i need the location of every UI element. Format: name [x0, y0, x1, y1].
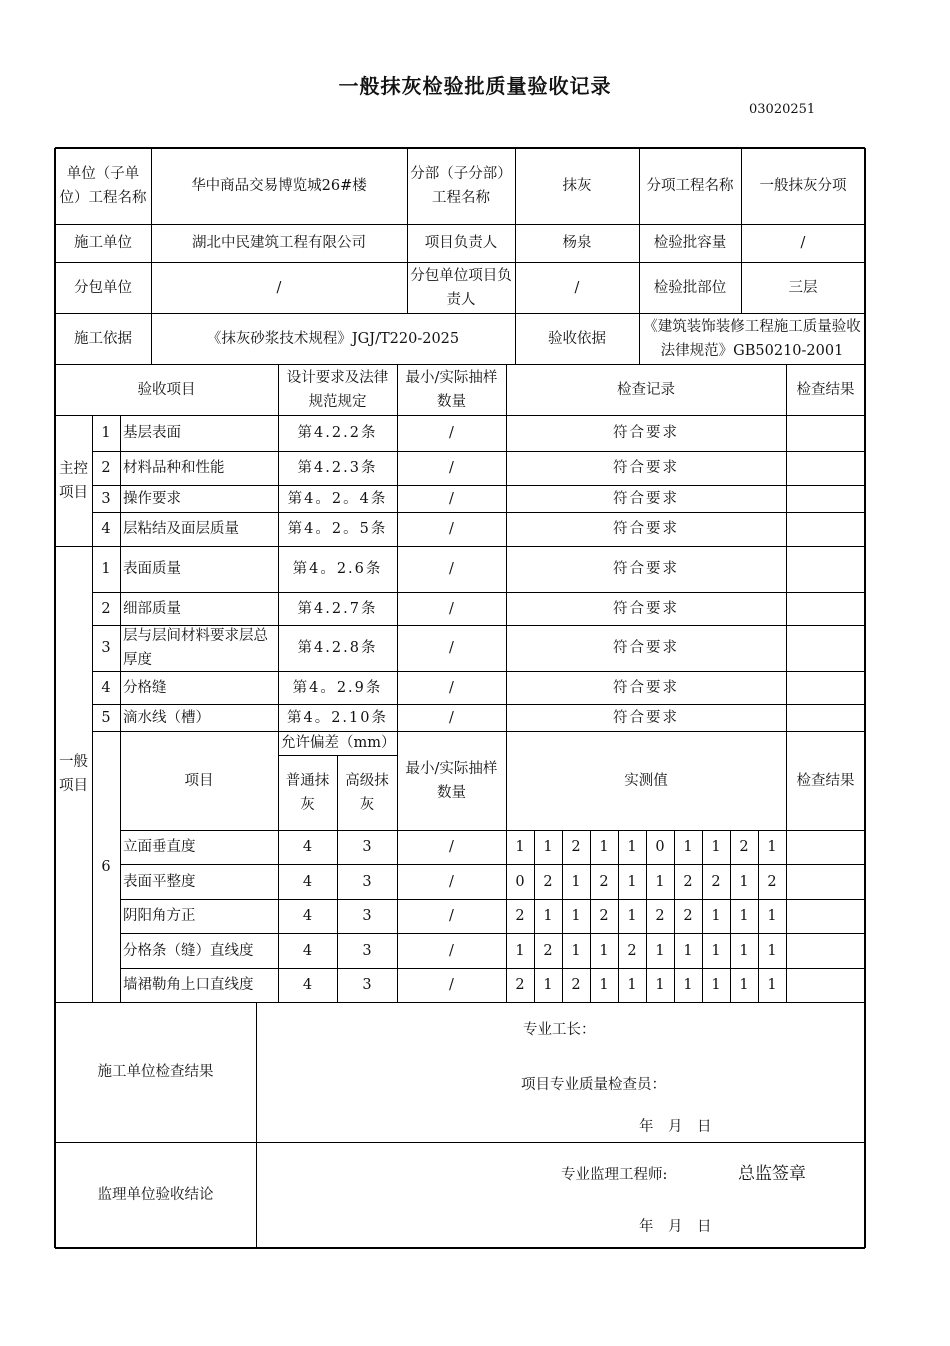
measured-label: 实测值: [624, 772, 668, 789]
construction-result-label: 施工单位检查结果: [97, 1064, 214, 1080]
unit-label: 单位（子单位）工程名称: [59, 166, 147, 206]
deviation-normal: 4: [302, 839, 313, 855]
division-value: 抹灰: [562, 178, 592, 194]
item-clause: 第4。2.6条: [292, 561, 383, 577]
deviation-normal: 4: [302, 908, 313, 924]
measured-value: 1: [767, 977, 777, 993]
pm-value: 杨泉: [562, 235, 592, 251]
deviation-item-label: 项目: [184, 772, 214, 789]
deviation-high: 3: [362, 942, 372, 959]
deviation-high: 3: [362, 839, 372, 855]
item-name: 分格缝: [123, 679, 167, 696]
measured-value: 2: [683, 908, 693, 924]
row-number: 3: [101, 490, 111, 507]
supervision-label: 监理单位验收结论: [97, 1187, 214, 1203]
measured-value: 1: [599, 942, 609, 959]
item-sample: /: [449, 679, 454, 696]
measured-value: 1: [655, 942, 665, 959]
contractor-value: 湖北中民建筑工程有限公司: [192, 235, 366, 251]
col-sample: 最小/实际抽样数量: [405, 369, 498, 410]
row-number: 4: [101, 679, 111, 696]
item-clause: 第4。2.9条: [292, 679, 383, 696]
measured-value: 2: [571, 839, 581, 855]
measured-value: 2: [767, 873, 777, 890]
measured-value: 1: [627, 908, 637, 924]
position-label: 检验批部位: [653, 279, 727, 296]
measured-value: 1: [515, 942, 525, 959]
row-number: 3: [101, 640, 111, 656]
measured-value: 2: [543, 942, 553, 959]
deviation-name: 分格条（缝）直线度: [123, 942, 254, 959]
measured-value: 2: [543, 873, 553, 890]
deviation-sample: /: [449, 942, 454, 959]
item-name: 基层表面: [123, 425, 181, 441]
item-clause: 第4。2。5条: [287, 521, 388, 537]
measured-value: 1: [571, 908, 581, 924]
deviation-high: 3: [362, 977, 372, 993]
item-name: 层粘结及面层质量: [123, 521, 239, 537]
capacity-value: /: [800, 235, 806, 251]
basis-value: 《抹灰砂浆技术规程》JGJ/T220-2025: [206, 330, 460, 347]
item-clause: 第4.2.2条: [297, 425, 378, 441]
main-group-label: 主控项目: [59, 460, 88, 501]
measured-value: 1: [571, 873, 581, 890]
chief-stamp: 总监签章: [738, 1164, 806, 1184]
date-1: 年 月 日: [639, 1119, 712, 1135]
measured-value: 1: [655, 977, 665, 993]
deviation-name: 立面垂直度: [123, 839, 196, 855]
item-clause: 第4.2.8条: [297, 640, 378, 656]
deviation-sample: /: [449, 839, 454, 855]
row-number: 6: [101, 858, 111, 875]
position-value: 三层: [788, 279, 818, 296]
measured-value: 1: [767, 942, 777, 959]
basis-label: 施工依据: [74, 330, 132, 347]
row-number: 1: [101, 561, 111, 577]
pm-label: 项目负责人: [424, 235, 498, 251]
subitem-label: 分项工程名称: [646, 178, 734, 194]
item-name: 细部质量: [123, 600, 181, 617]
acceptance-label: 验收依据: [548, 330, 606, 347]
item-name: 层与层间材料要求层总厚度: [123, 628, 268, 668]
contractor-label: 施工单位: [74, 235, 132, 251]
measured-value: 2: [711, 873, 721, 890]
col-record: 检查记录: [617, 381, 675, 398]
row-number: 5: [101, 709, 111, 726]
item-record: 符合要求: [613, 679, 679, 696]
measured-value: 2: [599, 908, 609, 924]
item-record: 符合要求: [613, 709, 679, 726]
subcontractor-label: 分包单位: [74, 279, 132, 296]
col-result: 检查结果: [796, 381, 855, 398]
measured-value: 1: [739, 873, 749, 890]
item-sample: /: [449, 709, 454, 726]
deviation-high: 3: [362, 908, 372, 924]
page-title: 一般抹灰检验批质量验收记录: [338, 74, 612, 98]
general-group-label: 一般项目: [59, 754, 88, 794]
item-sample: /: [449, 640, 454, 656]
inspector-label: 项目专业质量检查员：: [521, 1077, 666, 1093]
division-label: 分部（子分部）工程名称: [410, 166, 512, 206]
item-name: 滴水线（槽）: [123, 709, 210, 726]
measured-value: 2: [627, 942, 637, 959]
item-record: 符合要求: [613, 460, 679, 476]
deviation-normal: 4: [302, 942, 313, 959]
measured-value: 1: [683, 977, 693, 993]
measured-value: 2: [571, 977, 581, 993]
deviation-sample-label: 最小/实际抽样数量: [405, 760, 498, 801]
measured-value: 1: [627, 873, 637, 890]
measured-value: 0: [655, 839, 665, 855]
deviation-name: 墙裙勒角上口直线度: [123, 977, 254, 993]
measured-value: 1: [571, 942, 581, 959]
item-clause: 第4。2.10条: [286, 709, 388, 726]
high-label: 高级抹灰: [345, 772, 389, 813]
row-number: 1: [101, 425, 111, 441]
row-number: 2: [101, 460, 111, 476]
item-record: 符合要求: [613, 521, 679, 537]
item-record: 符合要求: [613, 640, 679, 656]
unit-value: 华中商品交易博览城26#楼: [191, 178, 367, 194]
measured-value: 2: [515, 908, 525, 924]
measured-value: 1: [627, 977, 637, 993]
measured-value: 2: [683, 873, 693, 890]
measured-value: 1: [683, 839, 693, 855]
measured-value: 1: [627, 839, 637, 855]
measured-value: 1: [543, 908, 553, 924]
measured-value: 0: [515, 873, 525, 890]
measured-value: 1: [711, 839, 721, 855]
deviation-sample: /: [449, 873, 454, 890]
measured-value: 1: [543, 839, 553, 855]
normal-label: 普通抹灰: [285, 772, 330, 813]
item-sample: /: [449, 460, 454, 476]
row-number: 2: [101, 600, 111, 617]
item-name: 材料品种和性能: [123, 460, 225, 476]
row-number: 4: [101, 521, 111, 537]
item-clause: 第4.2.3条: [297, 460, 378, 476]
measured-value: 1: [767, 839, 777, 855]
subcontractor-value: /: [276, 279, 282, 296]
measured-value: 2: [739, 839, 749, 855]
deviation-name: 阴阳角方正: [123, 908, 196, 924]
sub-pm-label: 分包单位项目负责人: [410, 267, 512, 308]
date-2: 年 月 日: [639, 1219, 712, 1235]
measured-value: 1: [739, 977, 749, 993]
deviation-sample: /: [449, 908, 454, 924]
deviation-high: 3: [362, 873, 372, 890]
item-clause: 第4。2。4条: [287, 490, 388, 507]
item-sample: /: [449, 600, 454, 617]
item-sample: /: [449, 521, 454, 537]
item-record: 符合要求: [613, 425, 679, 441]
measured-value: 1: [711, 908, 721, 924]
form-code: 03020251: [749, 102, 816, 117]
item-record: 符合要求: [613, 490, 679, 507]
item-clause: 第4.2.7条: [297, 600, 378, 617]
subitem-value: 一般抹灰分项: [759, 178, 847, 194]
foreman-label: 专业工长：: [523, 1022, 596, 1038]
measured-value: 1: [515, 839, 525, 855]
measured-value: 2: [599, 873, 609, 890]
measured-value: 1: [599, 977, 609, 993]
measured-value: 1: [711, 942, 721, 959]
capacity-label: 检验批容量: [653, 235, 727, 251]
item-sample: /: [449, 561, 454, 577]
measured-value: 2: [655, 908, 665, 924]
measured-value: 1: [739, 908, 749, 924]
item-sample: /: [449, 490, 454, 507]
acceptance-value: 《建筑装饰装修工程施工质量验收法律规范》GB50210-2001: [643, 318, 861, 359]
measured-value: 1: [599, 839, 609, 855]
col-item: 验收项目: [137, 381, 196, 398]
deviation-name: 表面平整度: [123, 873, 196, 890]
engineer-label: 专业监理工程师:: [561, 1167, 668, 1183]
item-name: 操作要求: [123, 490, 181, 507]
measured-value: 1: [739, 942, 749, 959]
item-record: 符合要求: [613, 561, 679, 577]
item-record: 符合要求: [613, 600, 679, 617]
measured-value: 1: [711, 977, 721, 993]
measured-value: 1: [543, 977, 553, 993]
measured-value: 1: [767, 908, 777, 924]
deviation-result-label: 检查结果: [796, 772, 855, 789]
measured-value: 1: [655, 873, 665, 890]
deviation-normal: 4: [302, 977, 313, 993]
deviation-normal: 4: [302, 873, 313, 890]
item-sample: /: [449, 425, 454, 441]
tolerance-label: 允许偏差（mm）: [281, 735, 396, 751]
measured-value: 2: [515, 977, 525, 993]
measured-value: 1: [683, 942, 693, 959]
deviation-sample: /: [449, 977, 454, 993]
col-requirement: 设计要求及法律规范规定: [286, 369, 389, 410]
item-name: 表面质量: [123, 561, 181, 577]
sub-pm-value: /: [574, 279, 580, 296]
